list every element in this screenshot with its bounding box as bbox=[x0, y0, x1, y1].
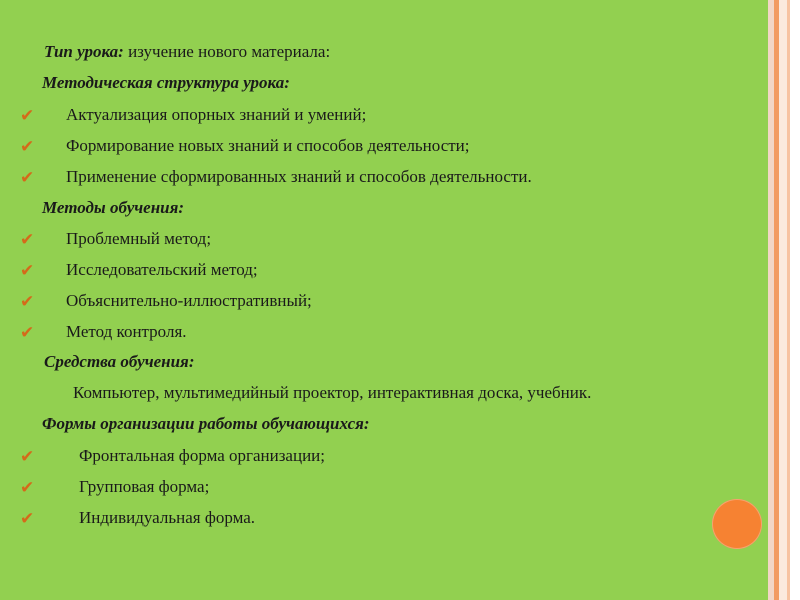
teaching-tools-heading: Средства обучения: bbox=[44, 352, 195, 371]
checkmark-icon: ✔ bbox=[20, 230, 35, 250]
method-structure-heading: Методическая структура урока: bbox=[42, 73, 290, 92]
checkmark-icon: ✔ bbox=[20, 168, 35, 188]
work-forms-heading: Формы организации работы обучающихся: bbox=[42, 414, 370, 433]
checkmark-icon: ✔ bbox=[20, 292, 35, 312]
lesson-type-value: изучение нового материала: bbox=[123, 42, 331, 61]
teaching-methods-heading: Методы обучения: bbox=[42, 198, 185, 217]
checkmark-icon: ✔ bbox=[20, 509, 35, 529]
list-item: Метод контроля. bbox=[66, 322, 187, 341]
list-item: Проблемный метод; bbox=[66, 229, 212, 248]
list-item: Исследовательский метод; bbox=[66, 260, 258, 279]
list-item: Формирование новых знаний и способов деятельности; bbox=[66, 136, 470, 155]
orange-circle-decoration bbox=[712, 499, 762, 549]
checkmark-icon: ✔ bbox=[20, 261, 35, 281]
list-item: Актуализация опорных знаний и умений; bbox=[66, 105, 367, 124]
decorative-stripe bbox=[790, 0, 800, 600]
list-item: Индивидуальная форма. bbox=[79, 508, 256, 527]
decorative-stripe bbox=[779, 0, 787, 600]
checkmark-icon: ✔ bbox=[20, 447, 35, 467]
list-item: Объяснительно-иллюстративный; bbox=[66, 291, 312, 310]
checkmark-icon: ✔ bbox=[20, 323, 35, 343]
lesson-type-label: Тип урока: bbox=[44, 42, 124, 61]
checkmark-icon: ✔ bbox=[20, 478, 35, 498]
teaching-tools-text: Компьютер, мультимедийный проектор, интерактивная доска, учебник. bbox=[73, 383, 592, 402]
lesson-type-line bbox=[44, 42, 330, 62]
checkmark-icon: ✔ bbox=[20, 137, 35, 157]
checkmark-icon: ✔ bbox=[20, 106, 35, 126]
list-item: Групповая форма; bbox=[79, 477, 210, 496]
list-item: Применение сформированных знаний и способов деятельности. bbox=[66, 167, 532, 186]
list-item: Фронтальная форма организации; bbox=[79, 446, 325, 465]
